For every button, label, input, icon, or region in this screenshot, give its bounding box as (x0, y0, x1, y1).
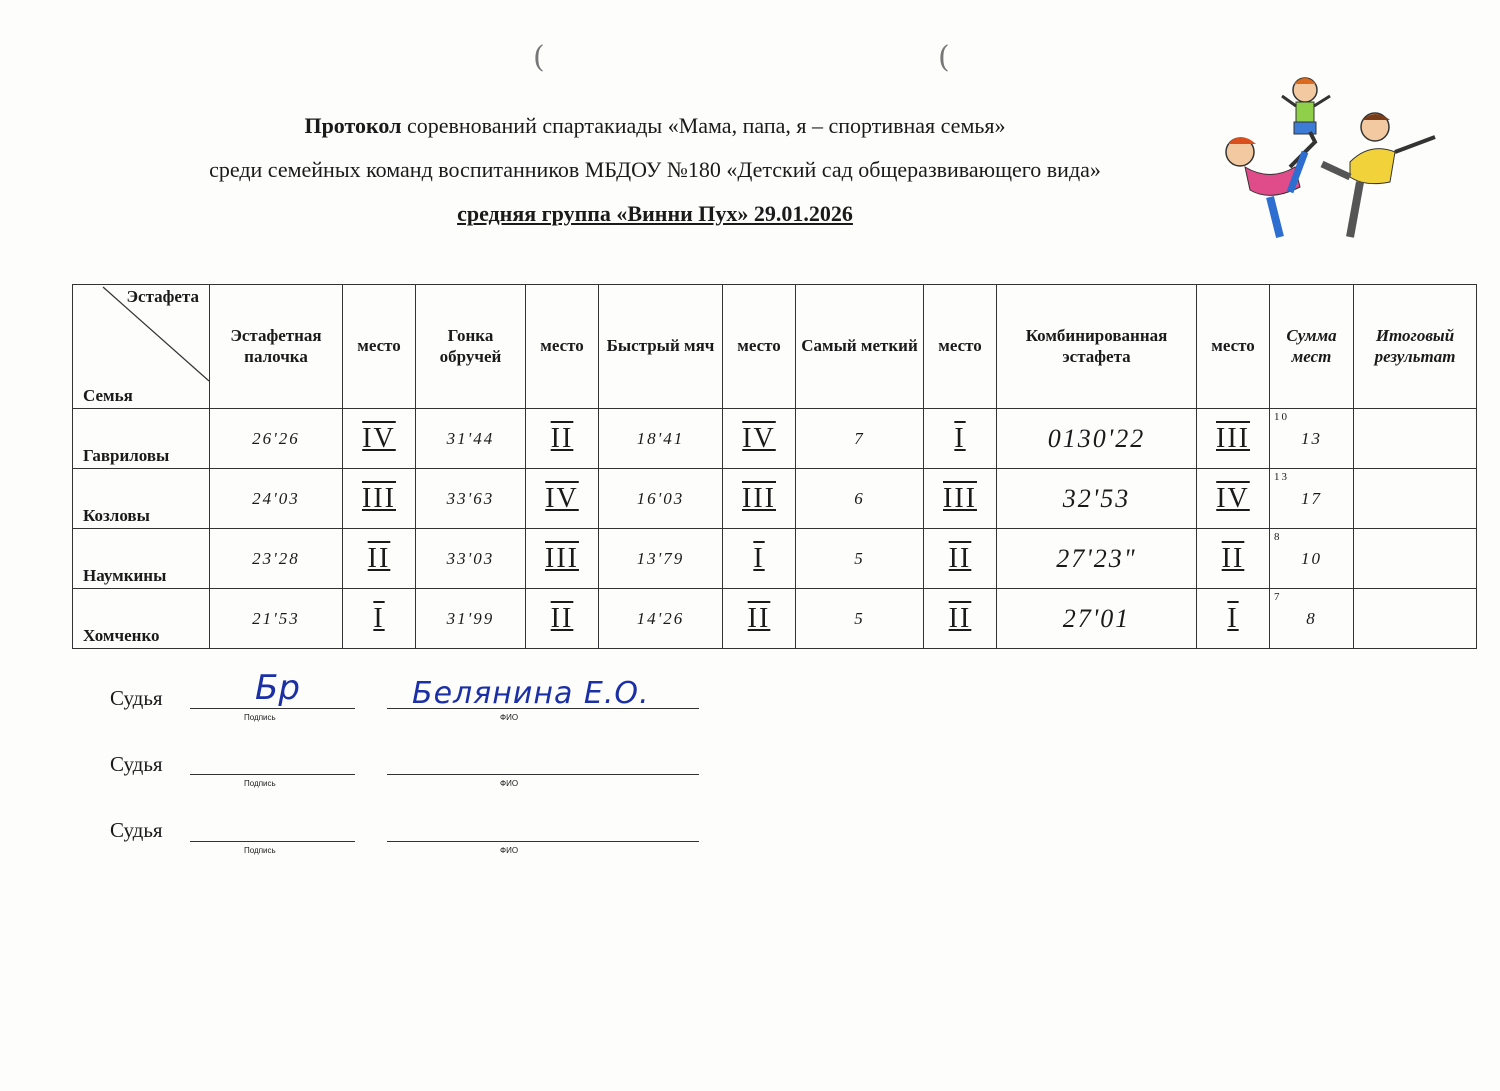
table-cell: 27'23" (997, 529, 1197, 589)
table-cell: III (526, 529, 599, 589)
signature-caption: Подпись (244, 713, 276, 722)
col-header: место (1197, 285, 1270, 409)
sum-value: 17 (1301, 488, 1322, 508)
name-line (387, 841, 699, 842)
result-cell (1354, 469, 1477, 529)
sum-value: 13 (1301, 428, 1322, 448)
table-cell: I (723, 529, 796, 589)
sum-note: 7 (1274, 591, 1282, 603)
sum-cell (1270, 409, 1354, 469)
sum-note: 13 (1274, 471, 1289, 483)
signature-line (190, 774, 355, 775)
group-date: средняя группа «Винни Пух» 29.01.2026 (457, 201, 853, 226)
table-row (73, 589, 1477, 649)
table-cell: 31'44 (416, 409, 526, 469)
table-cell: II (526, 589, 599, 649)
result-cell (1354, 529, 1477, 589)
table-cell: 33'63 (416, 469, 526, 529)
table-cell: IV (1197, 469, 1270, 529)
family-name: Козловы (73, 469, 210, 529)
table-cell: I (343, 589, 416, 649)
table-cell: 7 (796, 409, 924, 469)
corner-cell (73, 285, 210, 409)
corner-bottom-label: Семья (83, 385, 133, 405)
table-cell: 27'01 (997, 589, 1197, 649)
table-cell: 16'03 (599, 469, 723, 529)
table-cell: 31'99 (416, 589, 526, 649)
table-cell: III (1197, 409, 1270, 469)
judge-label: Судья (110, 752, 163, 776)
title-rest: соревнований спартакиады «Мама, папа, я – спортивная семья» (401, 113, 1006, 138)
table-cell: 33'03 (416, 529, 526, 589)
judge-signature: Бр (255, 668, 300, 708)
table-cell: 5 (796, 529, 924, 589)
col-header: Гонка обручей (416, 285, 526, 409)
table-cell: I (1197, 589, 1270, 649)
punch-hole-left: ( (533, 40, 545, 75)
table-cell: II (924, 589, 997, 649)
title-line-3 (0, 201, 1310, 227)
col-header: место (526, 285, 599, 409)
judge-label: Судья (110, 818, 163, 842)
table-cell: I (924, 409, 997, 469)
table-cell: IV (343, 409, 416, 469)
name-caption: ФИО (500, 779, 519, 788)
table-cell: II (343, 529, 416, 589)
table-row (73, 469, 1477, 529)
table-row (73, 529, 1477, 589)
col-header: Эстафетная палочка (210, 285, 343, 409)
result-cell (1354, 409, 1477, 469)
table-cell: III (924, 469, 997, 529)
sum-note: 8 (1274, 531, 1282, 543)
table-cell: II (1197, 529, 1270, 589)
table-cell: 21'53 (210, 589, 343, 649)
name-caption: ФИО (500, 846, 519, 855)
table-row (73, 409, 1477, 469)
col-header: Сумма мест (1270, 285, 1354, 409)
family-illustration (1210, 72, 1465, 247)
col-header: место (723, 285, 796, 409)
table-cell: 32'53 (997, 469, 1197, 529)
name-line (387, 774, 699, 775)
title-line-2: среди семейных команд воспитанников МБДОУ №180 «Детский сад общеразвивающего вида» (209, 157, 1101, 182)
col-header: Самый меткий (796, 285, 924, 409)
table-cell: 14'26 (599, 589, 723, 649)
table-cell: 13'79 (599, 529, 723, 589)
signature-caption: Подпись (244, 779, 276, 788)
table-cell: II (723, 589, 796, 649)
title-bold: Протокол (304, 113, 402, 138)
table-cell: II (924, 529, 997, 589)
table-cell: III (343, 469, 416, 529)
name-caption: ФИО (500, 713, 519, 722)
table-cell: II (526, 409, 599, 469)
family-name: Хомченко (73, 589, 210, 649)
signature-caption: Подпись (244, 846, 276, 855)
table-cell: 5 (796, 589, 924, 649)
results-table (72, 284, 1477, 649)
punch-hole-right: ( (938, 40, 950, 75)
family-name: Гавриловы (73, 409, 210, 469)
sum-note: 10 (1274, 411, 1289, 423)
table-cell: 24'03 (210, 469, 343, 529)
result-cell (1354, 589, 1477, 649)
judge-name: Белянина Е.О. (412, 676, 650, 711)
judge-label: Судья (110, 686, 163, 710)
signature-line (190, 708, 355, 709)
table-cell: IV (526, 469, 599, 529)
col-header: Итоговый результат (1354, 285, 1477, 409)
signature-line (190, 841, 355, 842)
table-cell: 18'41 (599, 409, 723, 469)
table-cell: III (723, 469, 796, 529)
table-cell: 26'26 (210, 409, 343, 469)
title-line-1 (0, 113, 1310, 139)
col-header: Быстрый мяч (599, 285, 723, 409)
sum-value: 10 (1301, 548, 1322, 568)
table-cell: 23'28 (210, 529, 343, 589)
col-header: место (343, 285, 416, 409)
family-name: Наумкины (73, 529, 210, 589)
table-cell: 6 (796, 469, 924, 529)
corner-top-label: Эстафета (126, 287, 199, 306)
col-header: Комбинированная эстафета (997, 285, 1197, 409)
col-header: место (924, 285, 997, 409)
sum-cell (1270, 529, 1354, 589)
sum-value: 8 (1306, 608, 1317, 628)
table-cell: 0130'22 (997, 409, 1197, 469)
table-cell: IV (723, 409, 796, 469)
sum-cell (1270, 589, 1354, 649)
sum-cell (1270, 469, 1354, 529)
